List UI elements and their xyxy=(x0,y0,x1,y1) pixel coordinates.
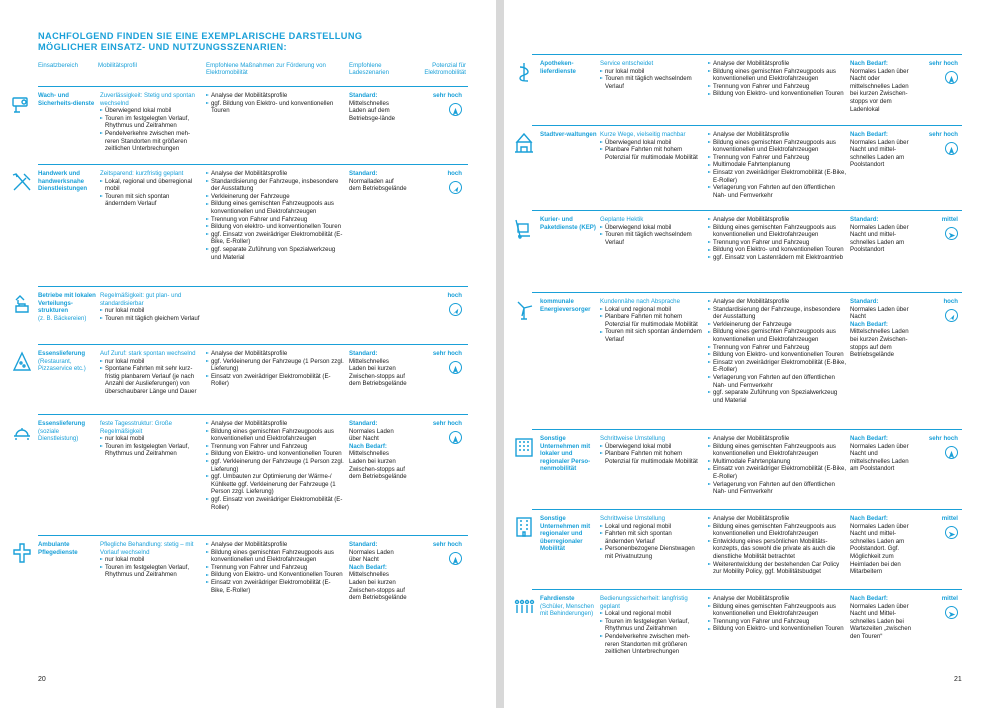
mobility-profile: Service entscheidet nur lokal mobil Touren mit täglich wechselndem Verlauf xyxy=(600,60,702,90)
mobility-profile: Schrittweise Umstellung Überwiegend lokal mobil Planbare Fahrten mit hohem Potenzial für multimodale Mobilität xyxy=(600,435,702,465)
bullet-item: Einsatz von zweirädriger Elektromobilität (E-Bike, E-Roller) xyxy=(708,465,848,480)
bullet-item: Analyse der Mobilitätsprofile xyxy=(708,515,848,523)
mobility-profile: Pflegliche Behandlung: stetig – mit Vorlauf wechselnd nur lokal mobil Touren im festgelegten Verlauf, Rhythmus und Zeitrahmen xyxy=(100,541,200,579)
measures-list xyxy=(708,435,848,496)
bullet-item: Trennung von Fahrer und Fahrzeug xyxy=(708,239,848,247)
bullet-item: Bildung von Elektro- und Konventionellen Touren xyxy=(206,571,344,579)
bullet-item: Bildung von Elektro- und konventionellen Touren xyxy=(708,625,848,633)
potential-icon xyxy=(945,71,958,84)
bullet-item: Touren im festgelegten Verlauf, Rhythmus und Zeitrahmen xyxy=(100,115,200,130)
mobility-profile: Schrittweise Umstellung Lokal und regional mobil Fahrten mit sich spontan ändernden Verlauf Personenbezogene Dienstwagen mit Privatnutzung xyxy=(600,515,702,561)
row-separator xyxy=(532,54,962,55)
medical-cross-icon xyxy=(10,541,34,565)
potential-rating: hoch xyxy=(447,170,462,177)
charging-scenario: Standard: Normalladen auf dem Betriebsgelände xyxy=(349,170,407,193)
sector-name: Sonstige Unternehmen mit regionaler und überregionaler Mobilität xyxy=(540,515,591,553)
bullet-item: ggf. Verkleinerung der Fahrzeuge (1 Person zzgl. Lieferung) xyxy=(206,458,344,473)
bullet-item: Analyse der Mobilitätsprofile xyxy=(206,170,344,178)
measures-list xyxy=(206,170,344,261)
potential-icon xyxy=(945,526,958,539)
bullet-item: Überwiegend lokal mobil xyxy=(600,139,702,147)
bullet-item: Touren im festgelegten Verlauf, Rhythmus und Zeitrahmen xyxy=(100,564,200,579)
bullet-item: Verlagerung von Fahrten auf den öffentlichen Nah- und Fernverkehr xyxy=(708,481,848,496)
pizza-icon xyxy=(10,350,34,374)
row-separator xyxy=(532,292,962,293)
bullet-item: Verkleinerung der Fahrzeuge xyxy=(708,321,848,329)
bullet-item: ggf. Umbauten zur Optimierung der Wärme-/ Kühlkette ggf. Verkleinerung der Fahrzeuge (1 Person zzgl. Lieferung) xyxy=(206,473,344,496)
potential-rating: mittel xyxy=(941,595,958,602)
wind-turbine-icon xyxy=(512,298,536,322)
measures-list xyxy=(206,92,344,115)
charging-scenario: Nach Bedarf: Normales Laden über Nacht und mittelschnelles Laden am Poolstandort xyxy=(850,435,909,473)
measures-list xyxy=(206,350,344,388)
parcel-cart-icon xyxy=(512,216,536,240)
page-number: 20 xyxy=(38,676,46,683)
bullet-item: Bildung eines gemischten Fahrzeugpools aus konventionellen und Elektrofahrzeugen xyxy=(206,549,344,564)
mobility-profile: Regelmäßigkeit: gut plan- und standardisierbar nur lokal mobil Touren mit täglich gleichem Verlauf xyxy=(100,292,200,322)
measures-list xyxy=(708,131,848,199)
bullet-item: Bildung eines gemischten Fahrzeugpools aus konventionellen und Elektrofahrzeugen xyxy=(708,224,848,239)
bullet-item: Lokal und regional mobil xyxy=(600,610,702,618)
potential-icon xyxy=(945,142,958,155)
potential-rating: mittel xyxy=(941,216,958,223)
potential-rating: sehr hoch xyxy=(928,131,958,138)
potential-icon xyxy=(945,446,958,459)
bakery-icon xyxy=(10,292,34,316)
bullet-item: ggf. Einsatz von zweirädriger Elektromobilität (E-Roller) xyxy=(206,496,344,511)
bullet-item: Bildung von Elektro- und konventionellen Touren xyxy=(708,90,848,98)
sector-name: kommunale Energieversorger xyxy=(540,298,591,313)
sector-name: Handwerk und handwerksnahe Dienstleistungen xyxy=(38,170,88,193)
tower-building-icon xyxy=(512,515,536,539)
bullet-item: ggf. Einsatz von zweirädriger Elektromobilität (E-Bike, E-Roller) xyxy=(206,231,344,246)
bullet-item: Pendelverkehre zwischen meh-reren Standorten mit größeren zeitlichen Unterbrechungen xyxy=(600,633,702,656)
measures-list xyxy=(206,420,344,511)
charging-scenario: Nach Bedarf: Normales Laden über Nacht oder mittelschnelles Laden bei kurzen Zwischen-stopps vor dem Ladenlokal xyxy=(850,60,909,113)
mobility-profile: Kundennähe nach Absprache Lokal und regional mobil Planbare Fahrten mit hohem Potenzial für multimodale Mobilität Touren mit sich spontan änderndem Verlauf xyxy=(600,298,702,343)
bullet-item: Planbare Fahrten mit hohem Potenzial für multimodale Mobilität xyxy=(600,313,702,328)
mobility-profile: Auf Zuruf: stark spontan wechselnd nur lokal mobil Spontane Fahrten mit sehr kurz-fristig planbarem Verlauf (je nach Anzahl der Auslieferungen) von überschaubarer Länge und Dauer xyxy=(100,350,200,396)
col-header-charging: Empfohlene Ladeszenarien xyxy=(349,62,389,77)
sector-name: Ambulante Pflegedienste xyxy=(38,541,78,556)
bullet-item: Touren mit sich spontan änderndem Verlauf xyxy=(600,328,702,343)
measures-list xyxy=(708,216,848,262)
potential-icon xyxy=(449,181,462,194)
mobility-profile: Bedienungssicherheit: langfristig geplant Lokal und regional mobil Touren im festgelegten Verlauf, Rhythmus und Zeitrahmen Pendelverkehre zwischen meh-reren Standorten mit größeren zeitlichen Unterbrechungen xyxy=(600,595,702,656)
bullet-item: Touren im festgelegten Verlauf, Rhythmus und Zeitrahmen xyxy=(100,443,200,458)
bullet-item: Trennung von Fahrer und Fahrzeug xyxy=(206,443,344,451)
bullet-item: Bildung eines gemischten Fahrzeugpools aus konventionellen und Elektrofahrzeugen xyxy=(708,139,848,154)
bullet-item: Analyse der Mobilitätsprofile xyxy=(708,131,848,139)
bullet-item: Trennung von Fahrer und Fahrzeug xyxy=(708,83,848,91)
bullet-item: Analyse der Mobilitätsprofile xyxy=(708,435,848,443)
bullet-item: Analyse der Mobilitätsprofile xyxy=(206,541,344,549)
bullet-item: Trennung von Fahrer und Fahrzeug xyxy=(708,618,848,626)
bullet-item: ggf. Einsatz von Lastenrädern mit Elektroantrieb xyxy=(708,254,848,262)
potential-rating: mittel xyxy=(941,515,958,522)
bullet-item: Standardisierung der Fahrzeuge, insbesondere der Ausstattung xyxy=(708,306,848,321)
row-separator xyxy=(38,535,468,536)
charging-scenario: Standard: Normales Laden über Nacht Nach Bedarf: Mittelschnelles Laden bei kurzen Zwischen-stopps auf dem Betriebsgelände xyxy=(349,541,407,602)
bullet-item: ggf. Bildung von Elektro- und konventionellen Touren xyxy=(206,100,344,115)
bullet-item: Analyse der Mobilitätsprofile xyxy=(206,350,344,358)
bullet-item: Verlagerung von Fahrten auf den öffentlichen Nah- und Fernverkehr xyxy=(708,184,848,199)
bullet-item: Bildung eines gemischten Fahrzeugpools aus konventionellen und Elektrofahrzeugen xyxy=(708,328,848,343)
bullet-item: Einsatz von zweirädriger Elektromobilität (E-Roller) xyxy=(206,373,344,388)
bullet-item: Touren mit täglich wechselndem Verlauf xyxy=(600,75,702,90)
bullet-item: Einsatz von zweirädriger Elektromobilität (E-Bike, E-Roller) xyxy=(206,579,344,594)
row-separator xyxy=(532,210,962,211)
bullet-item: Analyse der Mobilitätsprofile xyxy=(708,216,848,224)
bullet-item: Entwicklung eines persönlichen Mobilitäts-konzepts, das sowohl die private als auch die dienstliche Mobilität betrachtet xyxy=(708,538,848,561)
potential-rating: sehr hoch xyxy=(928,435,958,442)
measures-list xyxy=(708,298,848,404)
potential-icon xyxy=(945,227,958,240)
sector-name: Betriebe mit lokalen Verteilungs-strukturen (z. B. Bäckereien) xyxy=(38,292,96,322)
bullet-item: Bildung eines gemischten Fahrzeugpools aus konventionellen und Elektrofahrzeugen xyxy=(708,68,848,83)
col-header-measures: Empfohlene Maßnahmen zur Förderung von Elektromobilität xyxy=(206,62,326,77)
bullet-item: Überwiegend lokal mobil xyxy=(600,443,702,451)
left-page xyxy=(0,0,496,708)
bullet-item: nur lokal mobil xyxy=(100,435,200,443)
bullet-item: Verlagerung von Fahrten auf den öffentlichen Nah- und Fernverkehr xyxy=(708,374,848,389)
bullet-item: Überwiegend lokal mobil xyxy=(600,224,702,232)
camera-icon xyxy=(10,92,34,116)
potential-rating: sehr hoch xyxy=(928,60,958,67)
bullet-item: Multimodale Fahrtenplanung xyxy=(708,161,848,169)
measures-list xyxy=(206,541,344,594)
charging-scenario: Standard: Mittelschnelles Laden auf dem Betriebsge-lände xyxy=(349,92,396,122)
sector-name: Essenslieferung (soziale Dienstleistung) xyxy=(38,420,86,443)
mobility-profile: Kurze Wege, vielseitig machbar Überwiegend lokal mobil Planbare Fahrten mit hohem Potenzial für multimodale Mobilität xyxy=(600,131,702,161)
pharmacy-icon xyxy=(512,60,536,84)
charging-scenario: Standard: Normales Laden über Nacht und mittel-schnelles Laden am Poolstandort xyxy=(850,216,909,254)
bullet-item: Analyse der Mobilitätsprofile xyxy=(708,595,848,603)
bullet-item: Analyse der Mobilitätsprofile xyxy=(206,92,344,100)
page-gutter xyxy=(496,0,504,708)
bullet-item: Planbare Fahrten mit hohem Potenzial für multimodale Mobilität xyxy=(600,146,702,161)
row-separator xyxy=(38,286,468,287)
potential-icon xyxy=(449,103,462,116)
bullet-item: Pendelverkehre zwischen meh-reren Standorten mit größeren zeitlichen Unterbrechungen xyxy=(100,130,200,153)
bullet-item: ggf. separate Zuführung von Spezialwerkzeug und Material xyxy=(206,246,344,261)
bullet-item: Einsatz von zweirädriger Elektromobilität (E-Bike, E-Roller) xyxy=(708,169,848,184)
bullet-item: Einsatz von zweirädriger Elektromobilität (E-Bike, E-Roller) xyxy=(708,359,848,374)
sector-name: Apotheken-lieferdienste xyxy=(540,60,576,75)
bullet-item: Bildung eines gemischten Fahrzeugpools aus konventionellen und Elektrofahrzeugen xyxy=(708,523,848,538)
charging-scenario: Standard: Normales Laden über Nacht Nach Bedarf: Mittelschnelles Laden bei kurzen Zwischen-stopps auf dem Betriebsgelände xyxy=(349,420,407,481)
bullet-item: ggf. separate Zuführung von Spezialwerkzeug und Material xyxy=(708,389,848,404)
potential-icon xyxy=(945,606,958,619)
bullet-item: Weiterentwicklung der bestehenden Car Policy zur Mobility Policy, ggf. Mobilitätsbudget xyxy=(708,561,848,576)
potential-rating: sehr hoch xyxy=(432,541,462,548)
sector-name: Kurier- und Paketdienste (KEP) xyxy=(540,216,596,231)
office-building-icon xyxy=(512,435,536,459)
mobility-profile: Zeitsparend: kurzfristig geplant Lokal, regional und überregional mobil Touren mit sich spontan änderndem Verlauf xyxy=(100,170,200,208)
potential-icon xyxy=(449,303,462,316)
mobility-profile: feste Tagesstruktur: Große Regelmäßigkeit nur lokal mobil Touren im festgelegten Verlauf, Rhythmus und Zeitrahmen xyxy=(100,420,200,458)
potential-icon xyxy=(945,309,958,322)
bullet-item: Bildung eines gemischten Fahrzeugpools aus konventionellen und Elektrofahrzeugen xyxy=(708,443,848,458)
bullet-item: Bildung eines gemischten Fahrzeugpools aus konventionellen und Elektrofahrzeugen xyxy=(708,603,848,618)
sector-name: Wach- und Sicherheits-dienste xyxy=(38,92,95,107)
bullet-item: Trennung von Fahrer und Fahrzeug xyxy=(708,344,848,352)
measures-list xyxy=(708,60,848,98)
bullet-item: nur lokal mobil xyxy=(100,358,200,366)
potential-rating: sehr hoch xyxy=(432,92,462,99)
bullet-item: Touren mit täglich wechselndem Verlauf xyxy=(600,231,702,246)
page-title: NACHFOLGEND FINDEN SIE EINE EXEMPLARISCHE DARSTELLUNG MÖGLICHER EINSATZ- UND NUTZUNGSSZENARIEN: xyxy=(38,31,363,52)
sector-name: Fahrdienste (Schüler, Menschen mit Behinderungen) xyxy=(540,595,594,618)
col-header-sector: Einsatzbereich xyxy=(38,62,78,69)
bullet-item: Trennung von Fahrer und Fahrzeug xyxy=(206,216,344,224)
town-hall-icon xyxy=(512,131,536,155)
bullet-item: Überwiegend lokal mobil xyxy=(100,107,200,115)
potential-rating: sehr hoch xyxy=(432,420,462,427)
people-group-icon xyxy=(512,595,536,619)
bullet-item: Planbare Fahrten mit hohem Potenzial für multimodale Mobilität xyxy=(600,450,702,465)
cloche-icon xyxy=(10,420,34,444)
bullet-item: Bildung eines gemischten Fahrzeugpools aus konventionellen und Elektrofahrzeugen xyxy=(206,200,344,215)
row-separator xyxy=(532,509,962,510)
bullet-item: Touren mit sich spontan änderndem Verlauf xyxy=(100,193,200,208)
tools-icon xyxy=(10,170,34,194)
bullet-item: ggf. Verkleinerung der Fahrzeuge (1 Person zzgl. Lieferung) xyxy=(206,358,344,373)
row-separator xyxy=(38,344,468,345)
bullet-item: Lokal und regional mobil xyxy=(600,306,702,314)
bullet-item: Fahrten mit sich spontan ändernden Verlauf xyxy=(600,530,702,545)
bullet-item: nur lokal mobil xyxy=(600,68,702,76)
bullet-item: Bildung eines gemischten Fahrzeugpools aus konventionellen und Elektrofahrzeugen xyxy=(206,428,344,443)
charging-scenario: Standard: Mittelschnelles Laden bei kurzen Zwischen-stopps auf dem Betriebsgelände xyxy=(349,350,407,388)
sector-name: Stadtver-waltungen xyxy=(540,131,597,138)
bullet-item: Lokal und regional mobil xyxy=(600,523,702,531)
measures-list xyxy=(708,595,848,633)
potential-icon xyxy=(449,431,462,444)
bullet-item: Touren im festgelegten Verlauf, Rhythmus und Zeitrahmen xyxy=(600,618,702,633)
charging-scenario: Standard: Normales Laden über Nacht Nach Bedarf: Mittelschnelles Laden bei kurzen Zwischen-stopps auf dem Betriebsgelände xyxy=(850,298,909,359)
bullet-item: Bildung von Elektro- und konventionellen Touren xyxy=(206,450,344,458)
bullet-item: Bildung von elektro- und konventionellen Touren xyxy=(206,223,344,231)
bullet-item: Multimodale Fahrtenplanung xyxy=(708,458,848,466)
row-separator xyxy=(532,589,962,590)
bullet-item: Trennung von Fahrer und Fahrzeug xyxy=(708,154,848,162)
bullet-item: Analyse der Mobilitätsprofile xyxy=(708,60,848,68)
page-number: 21 xyxy=(954,676,962,683)
sector-name: Essenslieferung (Restaurant, Pizzaservice etc.) xyxy=(38,350,86,373)
bullet-item: Analyse der Mobilitätsprofile xyxy=(206,420,344,428)
potential-icon xyxy=(449,552,462,565)
sector-name: Sonstige Unternehmen mit lokaler und regionaler Perso-nenmobilität xyxy=(540,435,591,473)
bullet-item: nur lokal mobil xyxy=(100,307,200,315)
bullet-item: Spontane Fahrten mit sehr kurz-fristig planbarem Verlauf (je nach Anzahl der Auslieferungen) von überschaubarer Länge und Dauer xyxy=(100,365,200,395)
charging-scenario: Nach Bedarf: Normales Laden über Nacht und mittel-schnelles Laden am Poolstandort xyxy=(850,131,909,169)
bullet-item: Touren mit täglich gleichem Verlauf xyxy=(100,315,200,323)
row-separator xyxy=(38,86,468,87)
potential-icon xyxy=(449,361,462,374)
bullet-item: Verkleinerung der Fahrzeuge xyxy=(206,193,344,201)
bullet-item: Standardisierung der Fahrzeuge, insbesondere der Ausstattung xyxy=(206,178,344,193)
potential-rating: hoch xyxy=(943,298,958,305)
right-page xyxy=(504,0,1000,708)
mobility-profile: Zuverlässigkeit: Stetig und spontan wechselnd Überwiegend lokal mobil Touren im festgelegten Verlauf, Rhythmus und Zeitrahmen Pendelverkehre zwischen meh-reren Standorten mit größeren zeitlichen Unterbrechungen xyxy=(100,92,200,153)
charging-scenario: Nach Bedarf: Normales Laden über Nacht und Mittel-schnelles Laden bei Wartezeiten „zwischen den Touren“ xyxy=(850,595,912,640)
col-header-mob: Mobilitätsprofil xyxy=(98,62,137,69)
bullet-item: Lokal, regional und überregional mobil xyxy=(100,178,200,193)
bullet-item: Analyse der Mobilitätsprofile xyxy=(708,298,848,306)
row-separator xyxy=(532,125,962,126)
row-separator xyxy=(532,429,962,430)
bullet-item: nur lokal mobil xyxy=(100,556,200,564)
potential-rating: hoch xyxy=(447,292,462,299)
potential-rating: sehr hoch xyxy=(432,350,462,357)
charging-scenario: Nach Bedarf: Normales Laden über Nacht und mittel-schnelles Laden am Poolstandort. Ggf. Möglichkeit zum Heimladen bei den Mitarbeitern xyxy=(850,515,909,576)
mobility-profile: Geplante Hektik Überwiegend lokal mobil Touren mit täglich wechselndem Verlauf xyxy=(600,216,702,246)
col-header-potential: Potenzial für Elektromobilität xyxy=(424,62,466,77)
bullet-item: Bildung von Elektro- und konventionellen Touren xyxy=(708,351,848,359)
row-separator xyxy=(38,164,468,165)
bullet-item: Personenbezogene Dienstwagen mit Privatnutzung xyxy=(600,545,702,560)
row-separator xyxy=(38,414,468,415)
bullet-item: Trennung von Fahrer und Fahrzeug xyxy=(206,564,344,572)
measures-list xyxy=(708,515,848,576)
bullet-item: Bildung von Elektro- und konventionellen Touren xyxy=(708,246,848,254)
